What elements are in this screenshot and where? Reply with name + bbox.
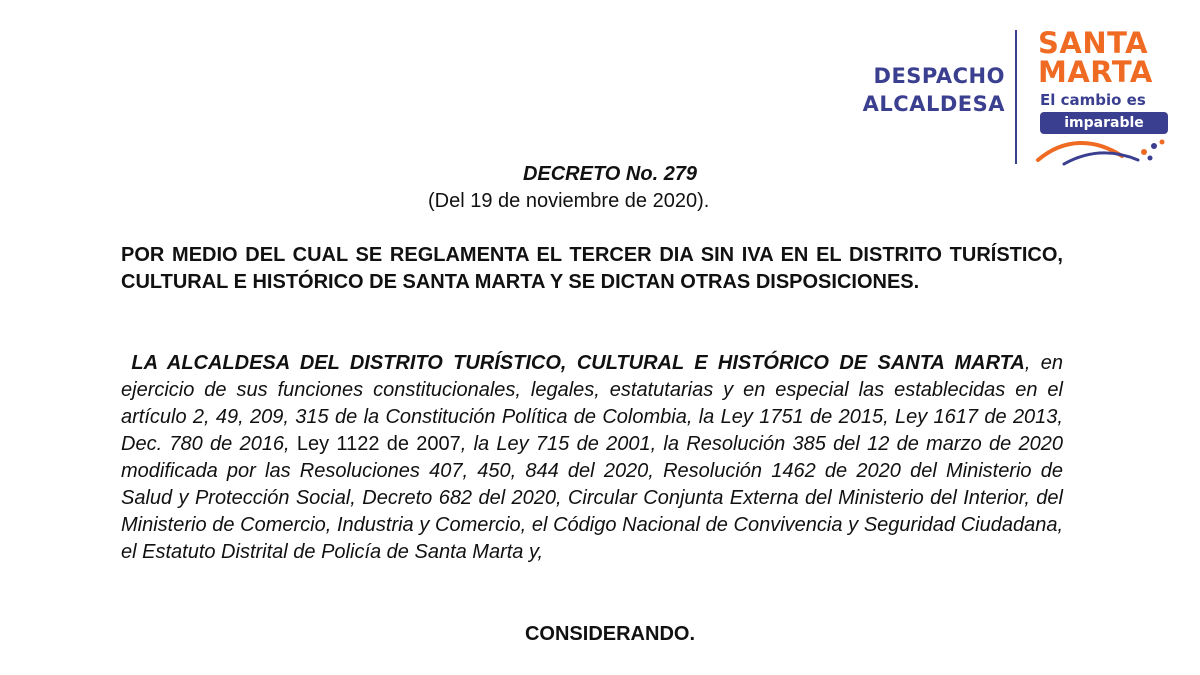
preamble-text-a: , en ejercicio de sus funciones constitucionales, legales, estatutarias y en especial las establecidas en el artículo 2, 49, 209, 315 de la Constitución Política de Colombia, la Ley 1751 de 2015, Ley 1617 de 2013, Dec. 780 de 2016, [121,352,1064,455]
office-name [800,62,1005,118]
office-line-2: ALCALDESA [862,92,1005,116]
brand-logo-line-2: MARTA [1038,55,1153,89]
considerando-heading: CONSIDERANDO. [524,623,695,645]
preamble-text-c: , la Ley 715 de 2001, la Resolución 385 del 12 de marzo de 2020 modificada por las Resoluciones 407, 450, 844 del 2020, Resolución 1462 de 2020 del Ministerio de Salud y Protección Social, Decreto 682 del 2020, Circular Conjunta Externa del Ministerio del Interior, del Ministerio de Comercio, Industria y Comercio, el Código Nacional de Convivencia y Seguridad Ciudadana, el Estatuto Distrital de Policía de Santa Marta y, [121,433,1064,563]
authority-name: LA ALCALDESA DEL DISTRITO TURÍSTICO, CULTURAL E HISTÓRICO DE SANTA MARTA [131,352,1025,374]
brand-logo-line-1: SANTA [1038,26,1149,60]
decree-title: DECRETO No. 279 [522,163,698,185]
decree-subject: POR MEDIO DEL CUAL SE REGLAMENTA EL TERCER DIA SIN IVA EN EL DISTRITO TURÍSTICO, CULTURAL E HISTÓRICO DE SANTA MARTA Y SE DICTAN OTRAS DISPOSICIONES. [121,244,1063,293]
header-divider [1015,30,1017,164]
decree-preamble [121,350,1063,566]
preamble-text-b: Ley 1122 de 2007 [296,433,461,455]
office-line-1: DESPACHO [873,64,1005,88]
slogan-line-1: El cambio es [1040,91,1146,109]
decree-date: (Del 19 de noviembre de 2020). [428,190,710,212]
decree-heading [0,160,1200,214]
letterhead [0,0,1200,170]
slogan-line-2: imparable [1040,112,1168,134]
